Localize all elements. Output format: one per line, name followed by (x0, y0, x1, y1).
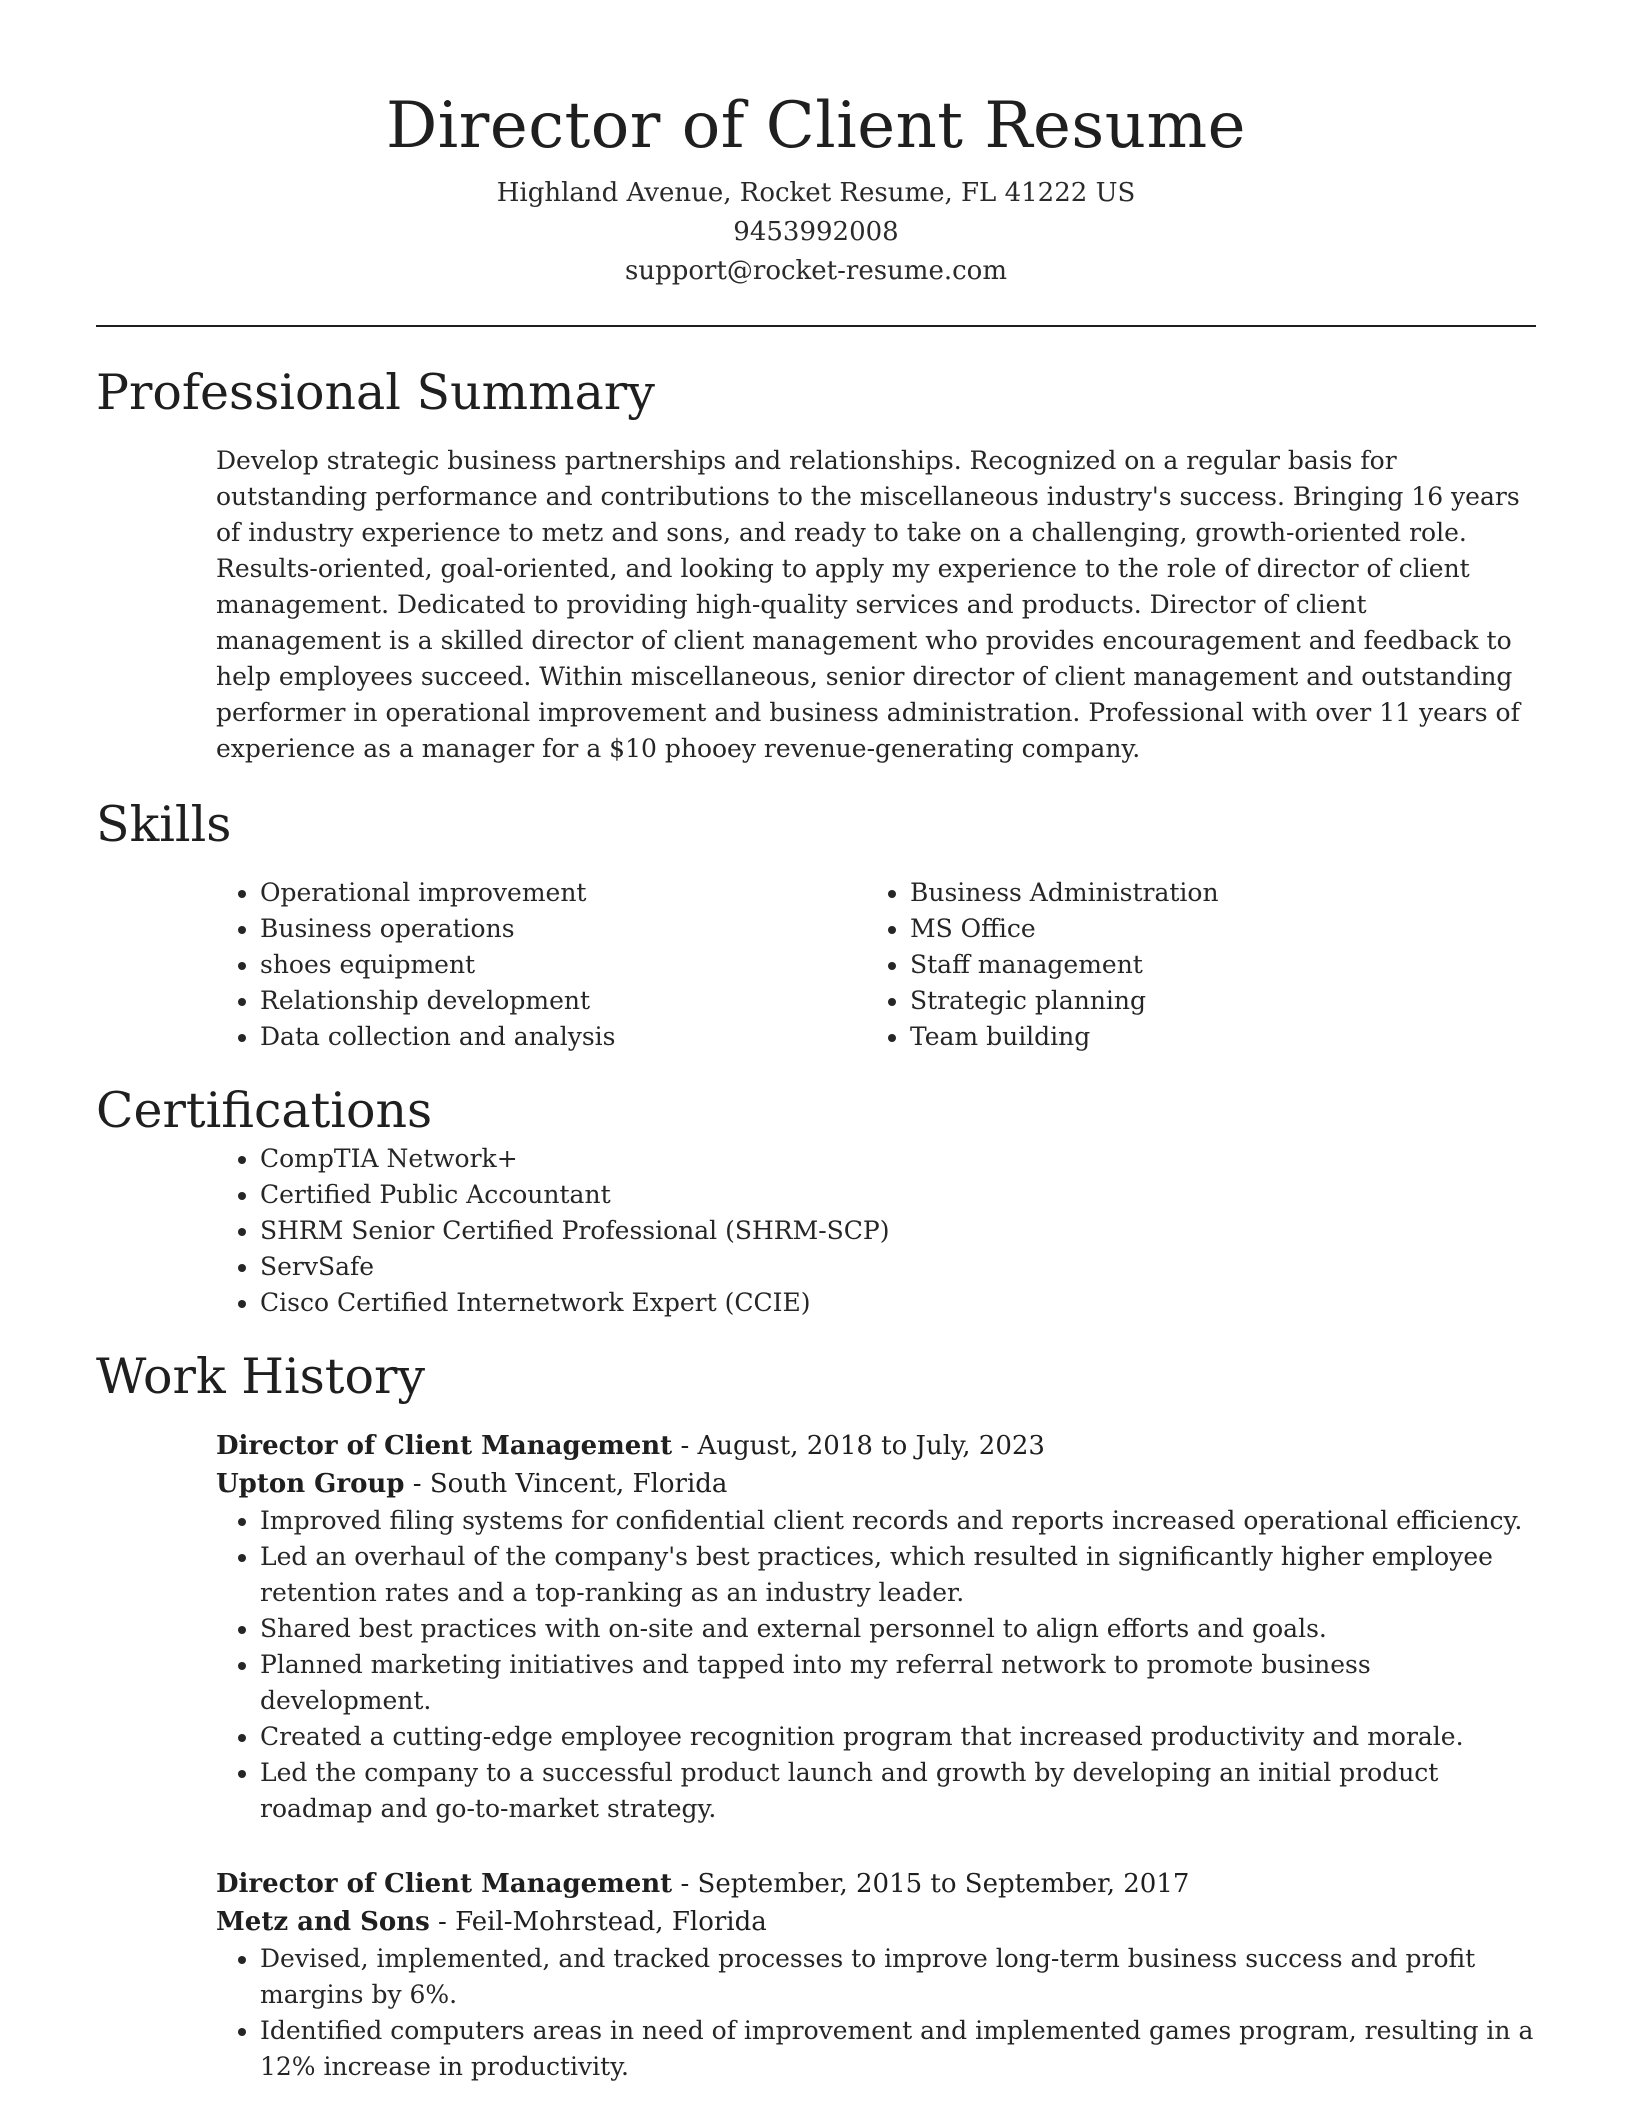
resume-title: Director of Client Resume (385, 89, 1247, 163)
job-company-line (216, 1903, 1536, 1941)
contact-email: support@rocket-resume.com (624, 256, 1007, 286)
certifications-heading: Certifications (96, 1082, 433, 1139)
professional-summary-body (96, 443, 1536, 767)
certifications-list (216, 1141, 1536, 1321)
job-title: Director of Client Management (216, 1869, 673, 1899)
skill-item: • shoes equipment (260, 947, 866, 983)
certification-item: • CompTIA Network+ (260, 1141, 1536, 1177)
professional-summary-section (96, 363, 1536, 767)
skills-heading: Skills (96, 796, 232, 853)
skills-list-right (866, 875, 1516, 1055)
skill-item: • Strategic planning (910, 983, 1516, 1019)
job-responsibilities (216, 1941, 1536, 2085)
work-history-heading: Work History (96, 1348, 426, 1405)
certification-item: • SHRM Senior Certified Professional (SHRM-SCP) (260, 1213, 1536, 1249)
job-bullet: • Created a cutting-edge employee recognition program that increased productivity and morale. (260, 1719, 1536, 1755)
skill-item: • Business Administration (910, 875, 1516, 911)
skills-body (96, 875, 1536, 1055)
job-bullet: • Identified computers areas in need of improvement and implemented games program, resulting in a 12% increase in productivity. (260, 2013, 1536, 2085)
job-title-line (216, 1427, 1536, 1465)
job-company-line (216, 1465, 1536, 1503)
job-bullet: • Shared best practices with on-site and external personnel to align efforts and goals. (260, 1611, 1536, 1647)
skills-column-right (866, 875, 1516, 1055)
work-history-section (96, 1347, 1536, 2085)
skill-item: • Team building (910, 1019, 1516, 1055)
job-bullet: • Improved filing systems for confidential client records and reports increased operational efficiency. (260, 1503, 1536, 1539)
certifications-body (96, 1141, 1536, 1321)
skill-item: • MS Office (910, 911, 1516, 947)
job-bullet: • Devised, implemented, and tracked processes to improve long-term business success and profit margins by 6%. (260, 1941, 1536, 2013)
job-title: Director of Client Management (216, 1431, 673, 1461)
job-company: Metz and Sons (216, 1907, 430, 1937)
contact-phone: 9453992008 (733, 217, 899, 247)
job-entry (216, 1865, 1536, 2085)
job-responsibilities (216, 1503, 1536, 1827)
job-bullet: • Led an overhaul of the company's best practices, which resulted in significantly higher employee retention rates and a top-ranking as an industry leader. (260, 1539, 1536, 1611)
job-bullet: • Led the company to a successful product launch and growth by developing an initial product roadmap and go-to-market strategy. (260, 1755, 1536, 1827)
job-title-line (216, 1865, 1536, 1903)
certification-item: • ServSafe (260, 1249, 1536, 1285)
professional-summary-heading: Professional Summary (96, 364, 655, 421)
job-dates: - August, 2018 to July, 2023 (672, 1431, 1045, 1461)
job-bullet: • Planned marketing initiatives and tapped into my referral network to promote business development. (260, 1647, 1536, 1719)
job-company: Upton Group (216, 1469, 405, 1499)
certification-item: • Cisco Certified Internetwork Expert (CCIE) (260, 1285, 1536, 1321)
work-history-body (96, 1427, 1536, 2085)
header-divider (96, 325, 1536, 327)
skill-item: • Staff management (910, 947, 1516, 983)
resume-header (96, 0, 1536, 291)
job-location: - Feil-Mohrstead, Florida (429, 1907, 767, 1937)
professional-summary-text: Develop strategic business partnerships and relationships. Recognized on a regular basis for outstanding performance and contributions to the miscellaneous industry's success. Bringing 16 years of industry experience to metz and sons, and ready to take on a challenging, growth-oriented role. Results-oriented, goal-oriented, and looking to apply my experience to the role of director of client management. Dedicated to providing high-quality services and products. Director of client management is a skilled director of client management who provides encouragement and feedback to help employees succeed. Within miscellaneous, senior director of client management and outstanding performer in operational improvement and business administration. Professional with over 11 years of experience as a manager for a $10 phooey revenue-generating company. (216, 446, 1520, 763)
job-dates: - September, 2015 to September, 2017 (672, 1869, 1190, 1899)
skills-columns (216, 875, 1536, 1055)
certification-item: • Certified Public Accountant (260, 1177, 1536, 1213)
skill-item: • Business operations (260, 911, 866, 947)
skills-section (96, 795, 1536, 1055)
contact-address: Highland Avenue, Rocket Resume, FL 41222 US (496, 178, 1136, 208)
certifications-section (96, 1081, 1536, 1321)
skill-item: • Relationship development (260, 983, 866, 1019)
skill-item: • Data collection and analysis (260, 1019, 866, 1055)
resume-page (96, 0, 1536, 2085)
skill-item: • Operational improvement (260, 875, 866, 911)
job-location: - South Vincent, Florida (404, 1469, 728, 1499)
skills-list-left (216, 875, 866, 1055)
skills-column-left (216, 875, 866, 1055)
contact-info (96, 174, 1536, 291)
job-entry (216, 1427, 1536, 1827)
